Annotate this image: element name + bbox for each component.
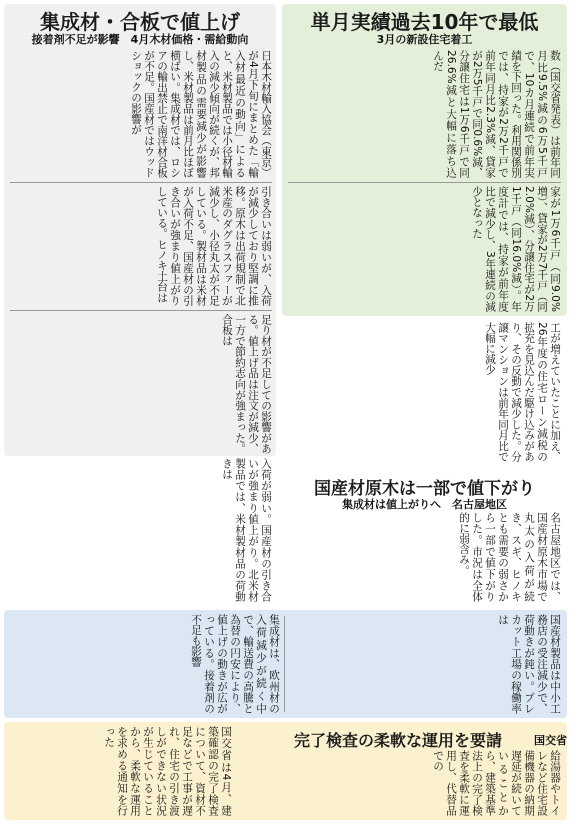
- article-subhead: 3月の新設住宅着工: [376, 33, 473, 46]
- article-body-column: 名古屋地区では、国産材原木市場で丸太の入荷が続き、スギ、ヒノキとも需要の弱さから一部で値下がりした。市況は全体的に弱含み。: [458, 512, 561, 602]
- article-headline: 国産材原木は一部で値下がり: [314, 479, 535, 499]
- article-body-column: 家が1万6千戸（同9.0%増）、貸家が2万7千戸（同2.0%減）、分譲住宅が2万1千戸（同16.0%減）。年度計では、持家が前年度比で減少し、3年連続の減少となった: [471, 186, 561, 312]
- article-panel-housing-starts: [282, 4, 567, 316]
- article-panel-nagoya-market: [282, 472, 567, 606]
- article-headline: 単月実績過去10年で最低: [310, 10, 539, 34]
- article-body-column: 工が増えていたことに加え、26年度の住宅ローン減税の拡充を見込んだ駆け込みがあり、その反動で減少した。分譲マンションは前年同月比で大幅に減少: [484, 322, 561, 462]
- article-panel-timber-prices: [4, 4, 276, 456]
- article-body-column: 国交省は4月、建築確認の完了検査について、資材不足などで工事が遅れ、住宅の引き渡しができない状況が生じていることから、柔軟な運用を求める通知を行った: [103, 726, 232, 816]
- column-divider: [288, 182, 561, 183]
- column-divider: [10, 182, 272, 183]
- column-divider: [284, 616, 285, 712]
- article-body-column: 集成材は、欧州材の入荷減少が続く中で、輸送費の高騰と為替の円安により、値上げの動きが広がっている。接着剤の不足も影響: [190, 614, 280, 714]
- article-headline: 集成材・合板で値上げ: [40, 10, 240, 34]
- article-body-column: 足り材が不足しての影響がある。値上げ品は注文が減少、一方で節約志向が強まった。合板は: [221, 314, 272, 454]
- article-body-column: 入荷が弱い。国産材の引き合いが強まり値上がり。北米材製品では、米材製材品の荷動きは: [221, 458, 272, 602]
- article-panel-timber-prices-continued: [4, 456, 276, 606]
- article-body-column: 引き合いは弱いが、入荷が減少しており堅調に推移。原木は出荷規制で北米産のダグラスファーが減少し、小径丸太が不足している。製材品は米材が入荷不足、国産材の引き合いが強まり値上がりしている。ヒノキ土台は: [156, 186, 272, 306]
- column-divider: [10, 310, 272, 311]
- article-source: 国交省: [534, 734, 567, 747]
- article-body-column: 日本木材輸入協会（東京）が4月下旬にまとめた「輸入材最近の動向」によると、米材製品では小径材輸入の減少傾向が続くが、邦材製品の需要減少が影響し、米材製品は前月比ほぼ横ばい。集成材では、ロシアの輸出禁止で南洋材合板が不足。国産材ではウッドショックの影響が: [130, 50, 272, 178]
- article-panel-nagoya-market-continued: [4, 610, 567, 718]
- article-subhead: 接着剤不足が影響 4月木材価格・需給動向: [31, 33, 249, 46]
- article-body-column: 数（国交省発表）は前年同月比9.5%減の6万5千戸で、10カ月連続で前年実績を下回った。利用関係別では、持家が2万2千戸で前年同月比2.3%減、貸家が2万5千戸で同0.6%減、分譲住宅は1万6千戸で同26.6%減と大幅に落ち込んだ: [432, 50, 561, 178]
- article-headline: 完了検査の柔軟な運用を要請: [294, 731, 503, 750]
- article-body-column: 給湯器やトイレなど住宅設備機器の納期遅延が続いていることから、建築基準法上の完了検査を柔軟に運用し、代替品での: [432, 750, 561, 816]
- article-subhead: 集成材は値上がりへ 名古屋地区: [342, 498, 507, 511]
- article-body-column: 国産材製品は中小工務店の受注減少で、荷動きが鈍い。プレカット工場の稼働率は: [497, 614, 561, 714]
- article-panel-housing-starts-continued: [282, 320, 567, 466]
- article-panel-completion-inspection: [4, 722, 567, 820]
